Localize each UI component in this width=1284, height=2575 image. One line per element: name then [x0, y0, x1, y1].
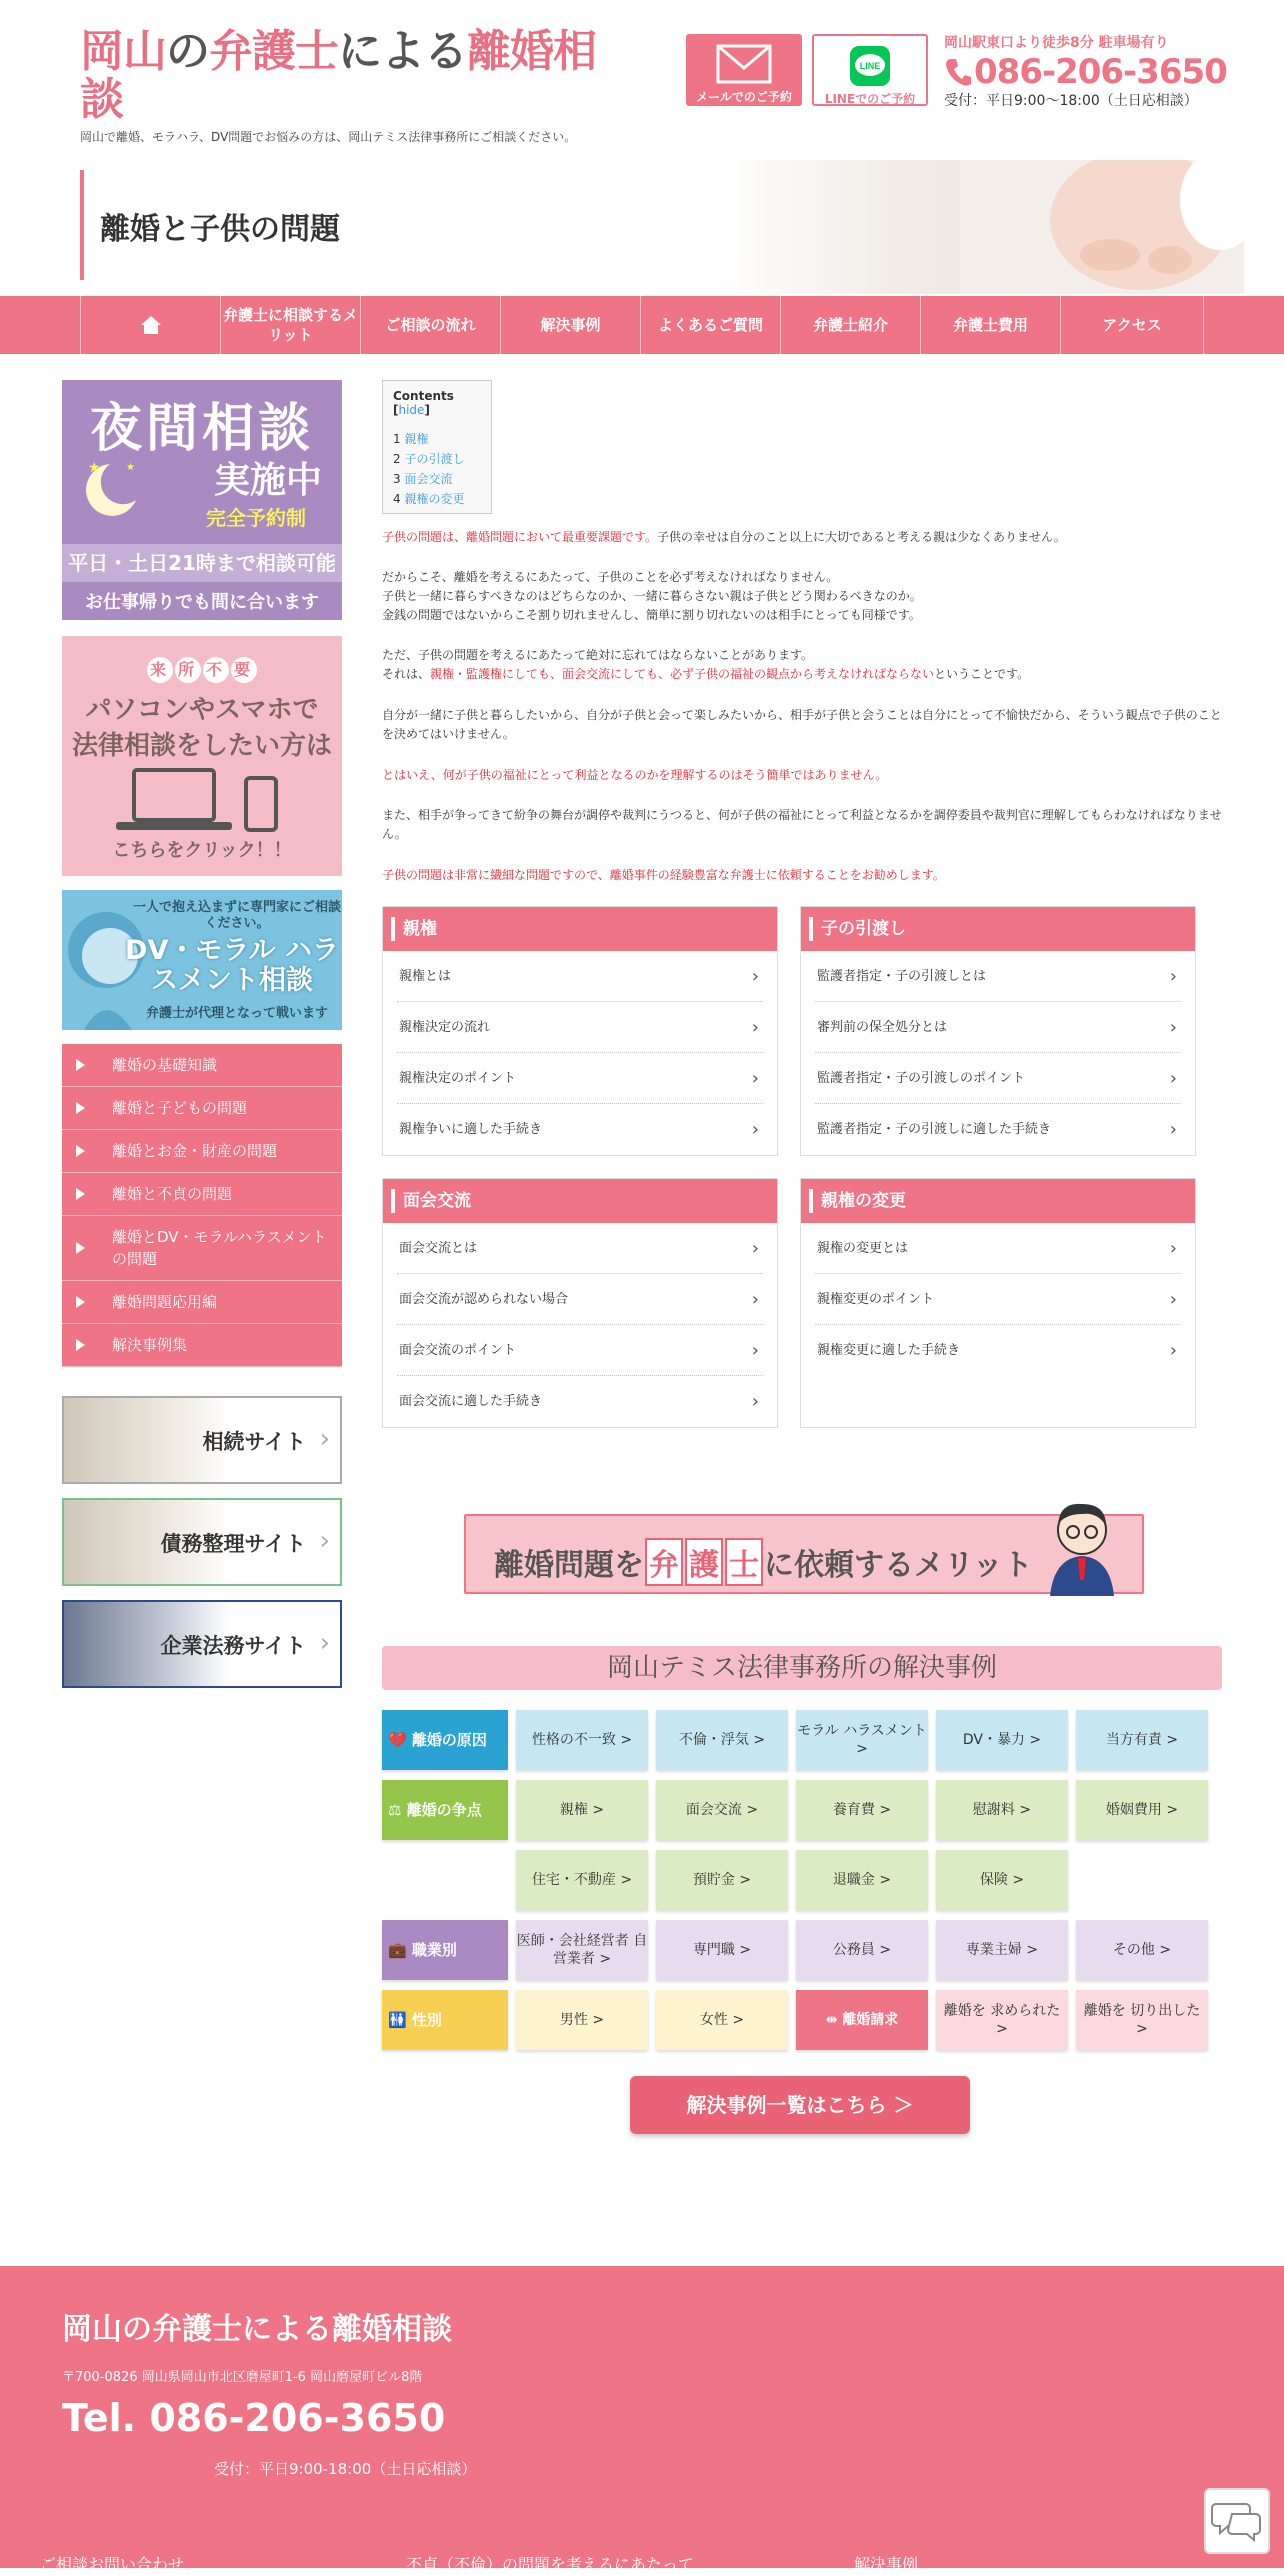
case-category-gender: 🚻 性別	[382, 1990, 508, 2050]
toc-item[interactable]: 親権	[404, 432, 429, 446]
case-tag[interactable]: 離婚を 求められた >	[936, 1990, 1068, 2050]
topic-card-handover: 子の引渡し 監護者指定・子の引渡しとは › 審判前の保全処分とは › 監護者指定・子の引渡しのポイント › 監護者指定・子の引渡しに適した手続き ›	[800, 906, 1196, 1156]
night-consult-banner[interactable]: 夜間相談 ★ ★ 実施中 完全予約制 平日・土日21時まで相談可能 お仕事帰りでも間に合います	[62, 380, 342, 620]
topic-card-custody-change: 親権の変更 親権の変更とは › 親権変更のポイント › 親権変更に適した手続き ›	[800, 1178, 1196, 1428]
svg-text:★: ★	[126, 462, 135, 473]
topic-card-visitation: 面会交流 面会交流とは › 面会交流が認められない場合 › 面会交流のポイント › 面会交流に適した手続き ›	[382, 1178, 778, 1428]
case-tag[interactable]: 不倫・浮気 >	[656, 1710, 788, 1770]
sidebar-item-dv[interactable]: 離婚とDV・モラルハラスメントの問題	[62, 1216, 342, 1281]
sidebar-item-money[interactable]: 離婚とお金・財産の問題	[62, 1130, 342, 1173]
card-link[interactable]: 面会交流が認められない場合 ›	[397, 1274, 763, 1325]
footer-link[interactable]: 不貞（不倫）の問題を考えるにあたって	[406, 2555, 695, 2574]
footer-hours: 受付：平日9:00-18:00（土日応相談）	[214, 2460, 477, 2478]
chat-button[interactable]	[1204, 2488, 1270, 2554]
site-description: 岡山で離婚、モラハラ、DV問題でお悩みの方は、岡山テミス法律事務所にご相談ください。	[80, 130, 577, 144]
case-tag[interactable]: 養育費 >	[796, 1780, 928, 1840]
sidebar-item-cases[interactable]: 解決事例集	[62, 1324, 342, 1367]
global-nav	[0, 296, 1284, 354]
briefcase-icon: 💼	[388, 1941, 407, 1959]
svg-text:LINE: LINE	[859, 61, 881, 71]
case-category-issue: ⚖ 離婚の争点	[382, 1780, 508, 1840]
site-header	[0, 0, 1284, 160]
card-link[interactable]: 親権とは ›	[397, 951, 763, 1002]
moon-icon	[80, 456, 140, 526]
lawyer-illustration	[1040, 1496, 1124, 1596]
intro-paragraph: 自分が一緒に子供と暮らしたいから、自分が子供と会って楽しみたいから、相手が子供と会うことは自分にとって不愉快だから、そういう観点で子供のことを決めてはいけません。	[382, 708, 1222, 741]
nav-fees[interactable]: 弁護士費用	[920, 296, 1060, 354]
mail-icon	[716, 44, 772, 84]
chevron-right-icon: ›	[319, 1424, 330, 1454]
toc-item[interactable]: 子の引渡し	[404, 452, 465, 466]
all-cases-button[interactable]: 解決事例一覧はこちら ＞	[630, 2076, 970, 2134]
sidebar-item-children[interactable]: 離婚と子どもの問題	[62, 1087, 342, 1130]
business-hours: 受付：平日9:00〜18:00（土日応相談）	[944, 93, 1198, 109]
broken-heart-icon: 💔	[388, 1731, 407, 1749]
corporate-site-banner[interactable]: 企業法務サイト ›	[62, 1600, 342, 1688]
footer-address: 〒700-0826 岡山県岡山市北区磨屋町1-6 岡山磨屋町ビル8階	[62, 2370, 423, 2385]
card-link[interactable]: 親権争いに適した手続き ›	[397, 1104, 763, 1155]
card-link[interactable]: 監護者指定・子の引渡しに適した手続き ›	[815, 1104, 1181, 1155]
chevron-right-icon: ›	[319, 1628, 330, 1658]
nav-cases[interactable]: 解決事例	[500, 296, 640, 354]
intro-paragraph: 子供の問題は非常に繊細な問題ですので、離婚事件の経験豊富な弁護士に依頼することをお勧めします。	[382, 868, 945, 882]
case-tag[interactable]: 面会交流 >	[656, 1780, 788, 1840]
sidebar-item-basics[interactable]: 離婚の基礎知識	[62, 1044, 342, 1087]
case-tag[interactable]: 当方有責 >	[1076, 1710, 1208, 1770]
merit-banner[interactable]: 離婚問題を 弁 護 士 に依頼するメリット	[464, 1514, 1144, 1594]
case-category-cause: 💔 離婚の原因	[382, 1710, 508, 1770]
intro-paragraph: だからこそ、離婚を考えるにあたって、子供のことを必ず考えなければなりません。 子供と一緒に暮らすべきなのはどちらなのか、一緒に暮らさない親は子供とどう関わるべきなのか。 金銭の問題ではないからこそ割り切れませんし、簡単に割り切れないのは相手にとっても同様です。	[382, 570, 922, 622]
case-tag[interactable]: 専門職 >	[656, 1920, 788, 1980]
case-tag[interactable]: 公務員 >	[796, 1920, 928, 1980]
card-link[interactable]: 親権変更のポイント ›	[815, 1274, 1181, 1325]
case-tag[interactable]: 預貯金 >	[656, 1850, 788, 1910]
intro-paragraph: とはいえ、何が子供の福祉にとって利益となるのかを理解するのはそう簡単ではありません。	[382, 768, 888, 782]
nav-access[interactable]: アクセス	[1060, 296, 1204, 354]
cases-section-title: 岡山テミス法律事務所の解決事例	[382, 1646, 1222, 1690]
sidebar-item-infidelity[interactable]: 離婚と不貞の問題	[62, 1173, 342, 1216]
case-tag[interactable]: 男性 >	[516, 1990, 648, 2050]
page-banner	[80, 160, 1244, 294]
topic-card-custody: 親権 親権とは › 親権決定の流れ › 親権決定のポイント › 親権争いに適した手続き ›	[382, 906, 778, 1156]
case-tag[interactable]: 親権 >	[516, 1780, 648, 1840]
intro-paragraph: 子供の問題は、離婚問題において最重要課題です。子供の幸せは自分のこと以上に大切であると考える親は少なくありません。	[382, 530, 1066, 544]
site-title[interactable]: 岡山の弁護士による離婚相談	[80, 26, 596, 125]
case-category-request: ⇹ 離婚請求	[796, 1990, 928, 2050]
card-link[interactable]: 面会交流のポイント ›	[397, 1325, 763, 1376]
chevron-right-icon: ›	[319, 1526, 330, 1556]
sidebar-menu	[62, 1044, 342, 1367]
footer-link[interactable]: 解決事例	[854, 2555, 919, 2574]
nav-faq[interactable]: よくあるご質問	[640, 296, 780, 354]
card-link[interactable]: 面会交流に適した手続き ›	[397, 1376, 763, 1427]
case-tag[interactable]: モラル ハラスメント >	[796, 1710, 928, 1770]
nav-flow[interactable]: ご相談の流れ	[360, 296, 500, 354]
case-tag[interactable]: 保険 >	[936, 1850, 1068, 1910]
case-tag[interactable]: その他 >	[1076, 1920, 1208, 1980]
online-consult-banner[interactable]: 来 所 不 要 パソコンやスマホで 法律相談をしたい方は こちらをクリック！！	[62, 636, 342, 876]
nav-lawyers[interactable]: 弁護士紹介	[780, 296, 920, 354]
access-info: 岡山駅東口より徒歩8分 駐車場有り	[944, 35, 1169, 51]
no-visit-tag: 来 所 不 要	[142, 656, 262, 683]
intro-paragraph: また、相手が争ってきて紛争の舞台が調停や裁判にうつると、何が子供の福祉にとって利益となるかを調停委員や裁判官に理解してもらわなければなりません。	[382, 808, 1222, 841]
debt-site-banner[interactable]: 債務整理サイト ›	[62, 1498, 342, 1586]
phone-icon	[944, 57, 972, 87]
chat-icon	[1206, 2490, 1268, 2552]
nav-home[interactable]	[80, 296, 220, 354]
case-tag[interactable]: 専業主婦 >	[936, 1920, 1068, 1980]
card-link[interactable]: 親権決定のポイント ›	[397, 1053, 763, 1104]
card-link[interactable]: 親権の変更とは ›	[815, 1223, 1181, 1274]
intro-paragraph: ただ、子供の問題を考えるにあたって絶対に忘れてはならないことがあります。 それは、親権・監護権にしても、面会交流にしても、必ず子供の福祉の観点から考えなければならないということです。	[382, 648, 1030, 681]
case-category-job: 💼 職業別	[382, 1920, 508, 1980]
toc-item[interactable]: 親権の変更	[404, 492, 465, 506]
line-icon	[848, 46, 892, 86]
case-tag[interactable]: 慰謝料 >	[936, 1780, 1068, 1840]
footer-phone[interactable]: Tel. 086-206-3650	[62, 2396, 446, 2440]
split-icon: ⇹	[825, 2012, 838, 2028]
baby-hand-image	[960, 160, 1244, 294]
footer-link[interactable]: ご相談お問い合わせ	[40, 2555, 185, 2574]
toc-hide-link[interactable]: hide	[398, 403, 425, 417]
table-of-contents: Contents [hide] 1 親権 2 子の引渡し 3 面会交流 4 親権の変更	[382, 380, 492, 514]
home-icon	[140, 315, 162, 335]
gavel-icon: ⚖	[388, 1801, 402, 1819]
card-link[interactable]: 親権変更に適した手続き ›	[815, 1325, 1181, 1376]
card-link[interactable]: 監護者指定・子の引渡しとは ›	[815, 951, 1181, 1002]
case-tag[interactable]: 女性 >	[656, 1990, 788, 2050]
svg-text:★: ★	[88, 460, 101, 476]
case-tag[interactable]: 医師・会社経営者 自営業者 >	[516, 1920, 648, 1980]
case-tag[interactable]: 退職金 >	[796, 1850, 928, 1910]
case-tag[interactable]: 住宅・不動産 >	[516, 1850, 648, 1910]
line-reservation-button[interactable]: LINE LINEでのご予約	[812, 34, 928, 106]
nav-merit[interactable]: 弁護士に相談するメリット	[220, 296, 360, 354]
case-tag[interactable]: 離婚を 切り出した >	[1076, 1990, 1208, 2050]
laptop-phone-icon	[106, 768, 296, 834]
gender-icon: 🚻	[388, 2011, 407, 2029]
case-tag[interactable]: 性格の不一致 >	[516, 1710, 648, 1770]
card-link[interactable]: 面会交流とは ›	[397, 1223, 763, 1274]
banner-accent-bar	[80, 170, 84, 280]
mail-reservation-button[interactable]: メールでのご予約	[686, 34, 802, 106]
toc-item[interactable]: 面会交流	[404, 472, 453, 486]
site-footer	[0, 2266, 1284, 2574]
page-title: 離婚と子供の問題	[100, 212, 340, 247]
card-link[interactable]: 監護者指定・子の引渡しのポイント ›	[815, 1053, 1181, 1104]
case-tag[interactable]: DV・暴力 >	[936, 1710, 1068, 1770]
case-tag[interactable]: 婚姻費用 >	[1076, 1780, 1208, 1840]
header-phone[interactable]: 086-206-3650	[944, 52, 1227, 92]
sidebar-item-advanced[interactable]: 離婚問題応用編	[62, 1281, 342, 1324]
card-link[interactable]: 親権決定の流れ ›	[397, 1002, 763, 1053]
inheritance-site-banner[interactable]: 相続サイト ›	[62, 1396, 342, 1484]
footer-title[interactable]: 岡山の弁護士による離婚相談	[62, 2312, 452, 2347]
dv-consult-banner[interactable]: 一人で抱え込まずに専門家にご相談ください。 DV・モラル ハラスメント相談 弁護士が代理となって戦います	[62, 890, 342, 1030]
card-link[interactable]: 審判前の保全処分とは ›	[815, 1002, 1181, 1053]
